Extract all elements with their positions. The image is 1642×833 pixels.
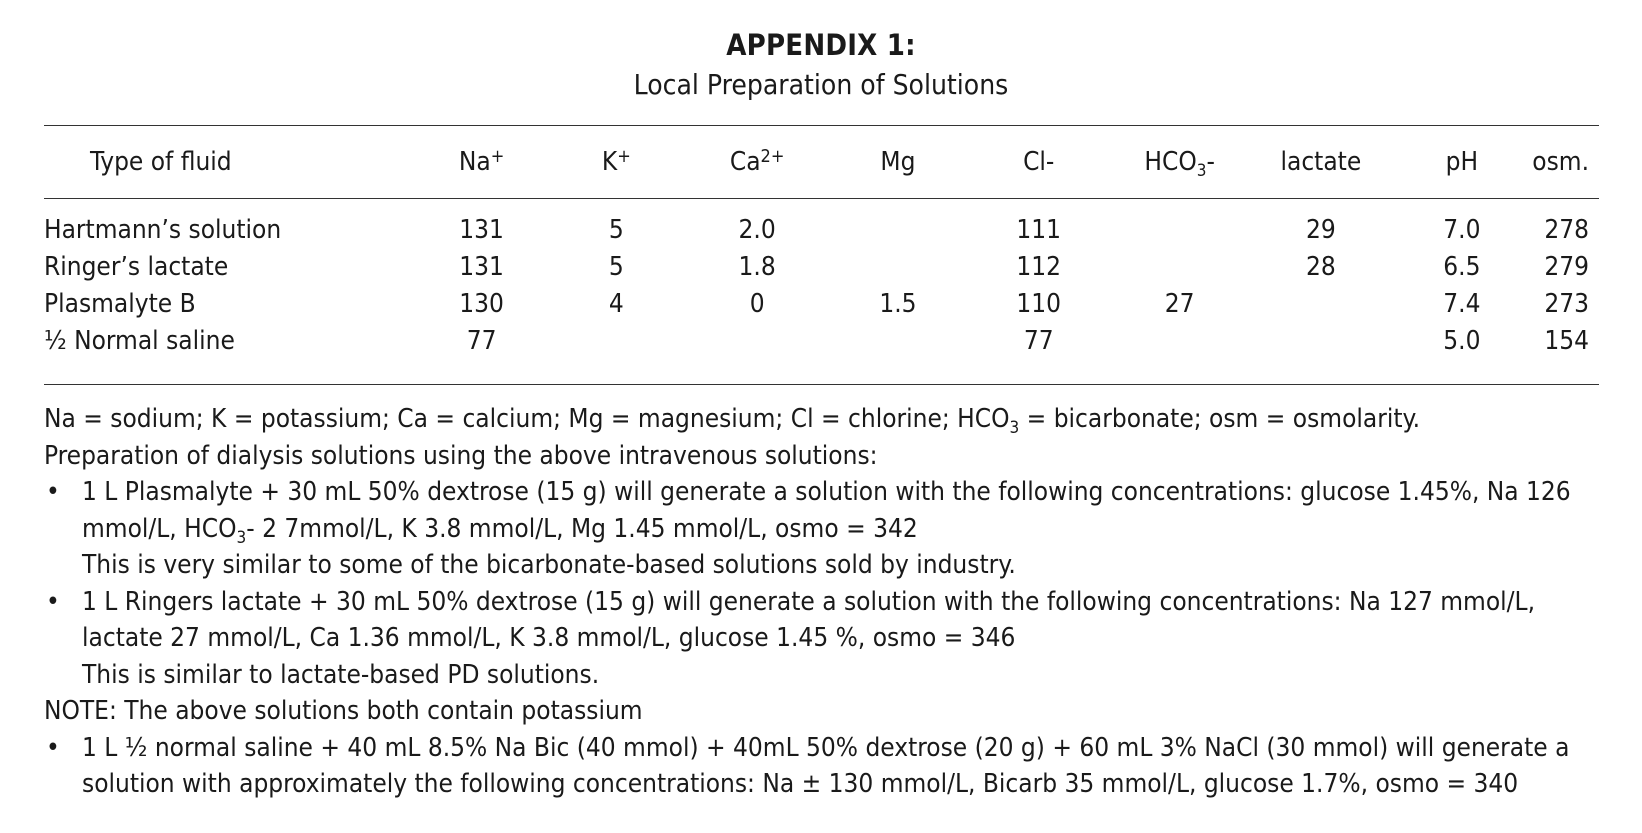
header-osm: osm. xyxy=(1532,146,1589,177)
cell-mg: 1.5 xyxy=(879,289,917,319)
bullet-plasmalyte: • 1 L Plasmalyte + 30 mL 50% dextrose (15 g) will generate a solution with the following concentrations: glucose 1.45%, Na 126 mmol/L, $HCO_3-$ 2 7mmol/L, K 3.8 mmol/L, Mg 1.45 mmol/L, osmo = 342 This is very similar to some of the bicarbonate-based solutions sold by industry. xyxy=(44,474,1604,584)
potassium-note: NOTE: The above solutions both contain potassium xyxy=(44,696,643,726)
cell-osm: 279 xyxy=(1544,252,1589,282)
cell-hco3 xyxy=(1109,323,1250,360)
header-mg: Mg xyxy=(880,146,916,177)
cell-na: 130 xyxy=(459,289,504,319)
cell-k xyxy=(546,323,687,360)
bullet-plasmalyte-note: This is very similar to some of the bicarbonate-based solutions sold by industry. xyxy=(82,550,1016,580)
cell-cl: 111 xyxy=(1016,215,1062,245)
solutions-table xyxy=(44,125,1599,360)
cell-mg xyxy=(828,249,969,286)
cell-k: 5 xyxy=(608,215,624,245)
table-row xyxy=(44,198,1599,249)
bullet-saline: • 1 L ½ normal saline + 40 mL 8.5% Na Bic (40 mmol) + 40mL 50% dextrose (20 g) + 60 mL 3% NaCl (30 mmol) will generate a solution with approximately the following concentrations: Na ± 130 mmol/L, Bicarb 35 mmol/L, glucose 1.7%, osmo = 340 xyxy=(44,730,1604,803)
header-hco3: $HCO_3-$ xyxy=(1144,146,1215,181)
cell-cl: 77 xyxy=(1023,326,1054,356)
cell-osm: 278 xyxy=(1544,215,1589,245)
header-cl: Cl- xyxy=(1023,146,1055,177)
cell-hco3 xyxy=(1109,198,1250,249)
cell-ph: 5.0 xyxy=(1443,326,1481,356)
cell-ca: 1.8 xyxy=(738,252,776,282)
bullet-dot: • xyxy=(46,477,60,507)
preparation-intro: Preparation of dialysis solutions using the above intravenous solutions: xyxy=(44,440,878,471)
bullet-ringers-note: This is similar to lactate-based PD solutions. xyxy=(82,659,600,690)
cell-cl: 112 xyxy=(1016,252,1062,282)
cell-mg xyxy=(828,323,969,360)
header-ca: $Ca^{2+}$ xyxy=(729,145,785,177)
cell-fluid-name: ½ Normal saline xyxy=(44,326,235,356)
header-ph: pH xyxy=(1445,146,1479,177)
table-row xyxy=(44,323,1599,360)
cell-lactate xyxy=(1250,286,1391,323)
table-row xyxy=(44,249,1599,286)
cell-na: 131 xyxy=(459,252,504,282)
cell-ph: 6.5 xyxy=(1443,252,1481,282)
cell-ph: 7.4 xyxy=(1443,289,1481,319)
table-header-row xyxy=(44,125,1599,198)
header-na: Na+ xyxy=(458,145,505,177)
cell-ph: 7.0 xyxy=(1443,215,1481,245)
table-row xyxy=(44,286,1599,323)
cell-ca: 2.0 xyxy=(738,215,776,245)
cell-k: 4 xyxy=(608,289,624,319)
cell-k: 5 xyxy=(608,252,624,282)
abbreviations-note: Na = sodium; K = potassium; Ca = calcium; Mg = magnesium; Cl = chlorine; $HCO_3$ = bicarbonate; osm = osmolarity. xyxy=(44,404,1421,438)
cell-lactate: 29 xyxy=(1305,215,1336,245)
bullet-ringers: • 1 L Ringers lactate + 30 mL 50% dextrose (15 g) will generate a solution with the following concentrations: Na 127 mmol/L, lactate 27 mmol/L, Ca 1.36 mmol/L, K 3.8 mmol/L, glucose 1.45 %, osmo = 346 This is similar to lactate-based PD solutions. xyxy=(44,584,1604,694)
header-lactate: lactate xyxy=(1280,146,1362,177)
cell-cl: 110 xyxy=(1016,289,1062,319)
appendix-subtitle: Local Preparation of Solutions xyxy=(633,68,1009,101)
cell-hco3 xyxy=(1109,249,1250,286)
cell-lactate: 28 xyxy=(1305,252,1336,282)
notes-section xyxy=(44,401,1604,803)
bullet-dot: • xyxy=(46,586,60,617)
header-type-of-fluid: Type of fluid xyxy=(90,146,232,177)
header-k: K+ xyxy=(601,145,631,177)
cell-mg xyxy=(828,198,969,249)
cell-hco3: 27 xyxy=(1164,289,1195,319)
cell-ca: 0 xyxy=(749,289,765,319)
cell-ca xyxy=(687,323,828,360)
appendix-title: APPENDIX 1: xyxy=(726,28,916,62)
bullet-dot: • xyxy=(46,732,60,763)
cell-osm: 154 xyxy=(1544,326,1589,356)
cell-fluid-name: Ringer’s lactate xyxy=(44,252,229,282)
cell-na: 77 xyxy=(466,326,497,356)
cell-osm: 273 xyxy=(1544,289,1589,319)
cell-lactate xyxy=(1250,323,1391,360)
cell-na: 131 xyxy=(459,215,504,245)
cell-fluid-name: Plasmalyte B xyxy=(44,289,196,319)
table-bottom-rule xyxy=(44,384,1599,385)
cell-fluid-name: Hartmann’s solution xyxy=(44,215,282,245)
